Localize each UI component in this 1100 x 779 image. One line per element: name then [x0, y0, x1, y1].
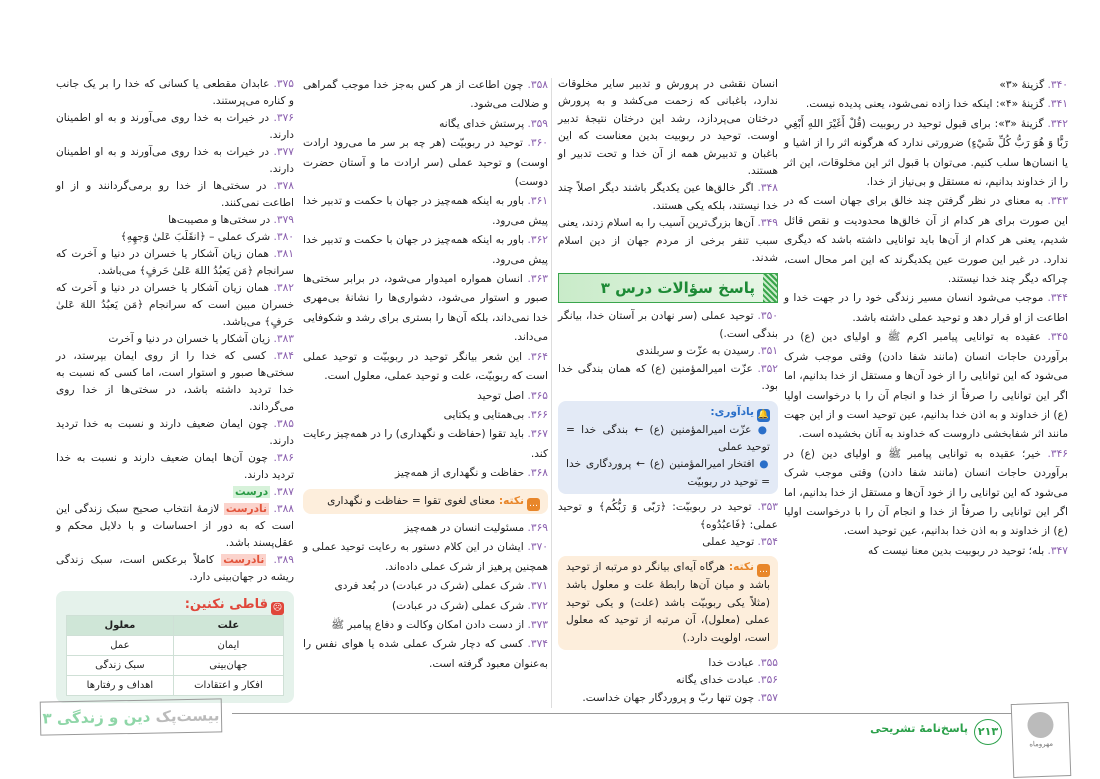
table-row: [67, 636, 284, 656]
answer-number: ۳۵۶.: [754, 674, 778, 687]
answer-number: ۳۶۳.: [522, 273, 548, 286]
book-logo-part: دین و زندگی ۳: [42, 707, 151, 728]
answer-text: همان زیان آشکار یا خسران در دنیا و آخرت که خسران مبین است که سرانجام ﴿مَن یَعبُدُ اللهَ عَلیٰ حَرفٍ﴾ می‌باشد.: [56, 282, 294, 328]
answer-text: رسیدن به عزّت و سربلندی: [636, 345, 755, 358]
note-box: [558, 556, 778, 650]
hatch-decoration-icon: [763, 274, 777, 302]
answer-item: [303, 348, 548, 387]
section-heading-text: پاسخ سؤالات درس ۳: [600, 278, 755, 297]
answer-item: [56, 144, 294, 178]
answer-tag: نادرست: [225, 503, 267, 515]
answer-number: ۳۷۳.: [524, 618, 548, 631]
answer-number: ۳۴۴.: [1043, 292, 1068, 305]
dont-confuse-title-text: قاطی نکنین:: [184, 597, 268, 612]
answer-number: ۳۵۸.: [523, 79, 548, 91]
column-divider: [551, 78, 552, 708]
answer-item: [303, 597, 548, 616]
speech-bubble-icon: …: [759, 565, 769, 576]
column-4: [56, 76, 294, 708]
answer-item: [56, 280, 294, 331]
answer-text: همان زیان آشکار یا خسران در دنیا و آخرت که سرانجام ﴿مَن یَعبُدُ اللهَ عَلیٰ حَرفٍ﴾ می‌باشد.: [56, 248, 294, 277]
answer-number: ۳۴۹.: [754, 217, 778, 230]
cause-effect-table: [66, 615, 284, 696]
answer-number: ۳۵۷.: [754, 691, 778, 704]
answer-item: [303, 425, 548, 464]
answer-item: [558, 672, 778, 689]
answer-item: [784, 95, 1068, 114]
answer-text: عابدان مقطعی یا کسانی که خدا را بر یک جانب و کناره می‌پرستند.: [56, 78, 294, 107]
answer-text: عبادت خدای یگانه: [676, 674, 755, 687]
answer-item: [303, 115, 548, 134]
reminder-title-text: یادآوری:: [710, 405, 754, 418]
table-cell: عمل: [67, 636, 174, 656]
answer-item: [784, 328, 1068, 444]
answer-number: ۳۶۷.: [524, 428, 548, 441]
answer-item: [558, 76, 778, 180]
answer-number: ۳۶۵.: [524, 389, 548, 402]
bullet-icon: ●: [754, 458, 770, 471]
answer-item: [784, 192, 1068, 289]
answer-number: ۳۴۰.: [1044, 79, 1068, 91]
reminder-bullet: [566, 456, 770, 491]
table-header: علت: [173, 616, 283, 636]
answer-number: ۳۵۴.: [754, 535, 778, 548]
answer-tag: درست: [235, 486, 269, 498]
answer-text: باید تقوا (حفاظت و نگهداری) را در همه‌چیز رعایت کند.: [303, 428, 548, 460]
answer-number: ۳۴۸.: [753, 182, 778, 195]
answer-item: [784, 115, 1068, 193]
answer-text: چون ایمان ضعیف دارند و نسبت به خدا تردید دارند.: [56, 418, 294, 447]
note-title: نکته:: [724, 561, 755, 574]
answer-text: حفاظت و نگهداری از همه‌چیز: [394, 467, 525, 480]
answer-item: [303, 519, 548, 538]
answer-text: مسئولیت انسان در همه‌چیز: [404, 521, 525, 534]
answer-number: ۳۷۴.: [523, 638, 548, 651]
answer-item: [56, 348, 294, 416]
answer-text: این شعر بیانگر توحید در ربوبیّت و توحید عملی است که ربوبیّت، علت و توحید عملی، معلول است.: [303, 350, 548, 383]
table-row: [67, 656, 284, 676]
answer-item: [784, 76, 1068, 95]
answer-item: [303, 464, 548, 483]
publisher-emblem-icon: [1027, 712, 1054, 739]
answer-item: [303, 387, 548, 406]
answer-item: [56, 76, 294, 110]
sad-face-icon: ☹: [272, 603, 283, 613]
answer-text: در سختی‌ها و مصیبت‌ها: [168, 214, 271, 226]
bullet-icon: ●: [751, 423, 770, 436]
answer-item: [303, 635, 548, 674]
answer-number: ۳۷۷.: [269, 146, 294, 158]
answer-item: [784, 289, 1068, 328]
reminder-title: [566, 404, 770, 422]
dont-confuse-box: [56, 591, 294, 703]
answer-text: عبادت خدا: [708, 656, 755, 669]
answer-text: توحید عملی (سر نهادن بر آستان خدا، بیانگر بندگی است.): [558, 310, 778, 340]
page-footer: [0, 700, 1100, 779]
answer-text: توحید عملی: [702, 535, 755, 548]
answer-text: لازمهٔ انتخاب صحیح سبک زندگی این است که به دور از احساسات و با دلایل محکم و عقل‌پسند باشد.: [56, 503, 294, 549]
answer-number: ۳۴۶.: [1040, 447, 1068, 460]
answer-item: [558, 499, 778, 534]
reminder-bullet-text: افتخار امیرالمؤمنین (ع) ← پروردگاری خدا = توحید در ربوبیّت: [566, 458, 770, 488]
answer-text: عزّت امیرالمؤمنین (ع) که همان بندگی خدا بود.: [558, 362, 778, 393]
table-cell: افکار و اعتقادات: [173, 676, 283, 696]
answer-number: ۳۴۳.: [1043, 195, 1068, 208]
answer-text: چون تنها ربّ و پروردگار جهان خداست.: [582, 691, 755, 704]
answer-text: پرستش خدای یگانه: [439, 117, 525, 130]
answer-number: ۳۶۸.: [524, 467, 548, 480]
answer-item: [303, 616, 548, 635]
answer-text: موجب می‌شود انسان مسیر زندگی خود را در جهت خدا و اطاعت از او قرار دهد و توحید عملی داشته باشد.: [784, 292, 1068, 324]
publisher-name: مهروماه: [1029, 739, 1054, 749]
answer-number: ۳۶۱.: [524, 195, 548, 208]
answer-item: [56, 229, 294, 246]
answer-item: [303, 270, 548, 348]
answer-text: گزینهٔ «۳»: برای قبول توحید در ربوبیت (قُلْ أَغَيْرَ اللهِ أَبْغِي رَبًّا وَ هُوَ رَبُّ كُلِّ شَيْءٍ) ضرورتی ندارد که هرگونه اثر را از اشیا و یا انسان‌ها سلب کنیم. می‌توان با قبول اثر این مخلوقات، این اثر را از خداوند بدانیم، نه مستقل و بی‌نیاز از خدا.: [784, 117, 1068, 189]
answer-item: [56, 501, 294, 552]
answer-number: ۳۵۱.: [754, 345, 778, 358]
answer-number: ۳۵۵.: [754, 656, 778, 669]
answer-item: [303, 192, 548, 231]
answer-text: اصل توحید: [477, 389, 525, 402]
answer-item: [56, 450, 294, 484]
table-header-row: [67, 616, 284, 636]
answer-number: ۳۷۱.: [524, 580, 548, 593]
answer-text: بی‌همتایی و یکتایی: [443, 408, 525, 421]
answer-text: ایشان در این کلام دستور به رعایت توحید عملی و همچنین پرهیز از شرک عملی داده‌اند.: [303, 541, 548, 573]
answer-number: ۳۶۹.: [524, 521, 548, 534]
answer-item: [56, 178, 294, 212]
reminder-bullet-text: عزّت امیرالمؤمنین (ع) ← بندگی خدا = توحید عملی: [566, 423, 770, 453]
answer-item: [56, 416, 294, 450]
column-1: [784, 76, 1068, 561]
answer-number: ۳۸۹.: [266, 554, 294, 566]
answer-number: ۳۷۸.: [266, 180, 294, 192]
answer-item: [56, 331, 294, 348]
answer-item: [558, 215, 778, 267]
answer-text: چون آن‌ها ایمان ضعیف دارند و نسبت به خدا تردید دارند.: [56, 452, 294, 481]
answer-number: ۳۴۵.: [1041, 331, 1068, 344]
answer-text: انسان نقشی در پرورش و تدبیر سایر مخلوقات ندارد، باغبانی که زحمت می‌کشد و به پرورش درختان می‌پردازد، رشد این درختان نتیجهٔ تدبیر اوست. توحید در ربوبیت بدین معناست که این باغبان و تدبیرش همه از آن خدا و تحت تدبیر او هستند.: [558, 78, 778, 178]
answer-number: ۳۸۷.: [270, 486, 294, 498]
answer-number: ۳۶۴.: [522, 350, 548, 363]
answer-item: [558, 308, 778, 343]
column-2: [558, 76, 778, 707]
answer-item: [56, 212, 294, 229]
answer-item: [558, 361, 778, 396]
answer-number: ۳۴۱.: [1044, 98, 1068, 111]
answer-number: ۳۷۲.: [524, 599, 548, 612]
table-row: [67, 676, 284, 696]
answer-number: ۳۷۰.: [523, 541, 548, 554]
publisher-logo: [1011, 702, 1072, 778]
answer-number: ۳۶۲.: [524, 234, 548, 247]
answer-text: در خیرات به خدا روی می‌آورند و به او اطمینان دارند.: [56, 112, 294, 141]
answer-item: [558, 343, 778, 360]
answer-item: [303, 231, 548, 270]
answer-text: به معنای در نظر گرفتن چند خالق برای جهان است که در این صورت برای هر کدام از آن خالق‌ها محدودیت و نقص قائل شدیم، یعنی هر کدام از آن‌ها باید توانایی داشته باشد که دیگری ندارد. در غیر این صورت عین یکدیگرند که این امر محال است، چراکه دیگر چند خدا نیستند.: [784, 195, 1068, 286]
answer-number: ۳۵۲.: [752, 362, 778, 375]
answer-item: [56, 484, 294, 501]
answer-text: انسان همواره امیدوار می‌شود، در برابر سختی‌ها صبور و استوار می‌شود، دشواری‌ها را نشانهٔ بی‌مهری خدا نمی‌داند، بلکه آن‌ها را بستری برای رشد و شکوفایی می‌داند.: [303, 273, 548, 344]
answer-text: گزینهٔ «۳»: [999, 79, 1045, 91]
table-cell: ایمان: [173, 636, 283, 656]
answer-text: شرک عملی (شرک در عبادت) در بُعد فردی: [334, 580, 525, 593]
answer-item: [303, 577, 548, 596]
answer-number: ۳۸۲.: [268, 282, 294, 294]
answer-text: در سختی‌ها از خدا رو برمی‌گردانند و از او اطاعت نمی‌کنند.: [56, 180, 294, 209]
answer-item: [303, 538, 548, 577]
answer-text: کسی که خدا را از روی ایمان بپرستد، در سختی‌ها صبور و استوار است، اما کسی که نسبت به خدا تردید داشته باشد، در سختی‌ها از خدا روی می‌گرداند.: [56, 350, 294, 413]
answer-number: ۳۷۹.: [270, 214, 294, 226]
reminder-bullet: [566, 422, 770, 457]
table-header: معلول: [67, 616, 174, 636]
table-cell: اهداف و رفتارها: [67, 676, 174, 696]
answer-tag: نادرست: [223, 554, 265, 566]
answer-number: ۳۸۶.: [267, 452, 294, 464]
answer-text: توحید در ربوبیّت: ﴿رَبّی وَ رَبُّکُم﴾ و توحید عملی: ﴿فَاعبُدُوه﴾: [558, 501, 778, 531]
note-title: نکته:: [495, 494, 524, 507]
answer-text: باور به اینکه همه‌چیز در جهان با حکمت و تدبیر خدا پیش می‌رود.: [303, 195, 548, 227]
table-cell: سبک زندگی: [67, 656, 174, 676]
answer-text: گزینهٔ «۴»: اینکه خدا زاده نمی‌شود، یعنی پدیده نیست.: [805, 98, 1045, 111]
answer-text: از دست دادن امکان وکالت و دفاع پیامبر ﷺ: [331, 618, 525, 631]
answer-number: ۳۸۱.: [268, 248, 294, 260]
answer-number: ۳۴۲.: [1043, 117, 1068, 130]
table-cell: جهان‌بینی: [173, 656, 283, 676]
answer-item: [784, 445, 1068, 542]
answer-text: عقیده به توانایی پیامبر اکرم ﷺ و اولیای دین (ع) در برآوردن حاجات انسان (مانند شفا دادن) وقتی موجب شرک می‌شود که این توانایی را از خود آن‌ها و مستقل از خدا بدانیم، اما اگر این توانایی را صرفاً از خدا و انجام آن را با درخواست اولیا (ع) از خداوند و به اذن خدا بدانیم، عین توحید است و از این جهت مانند اثر شفابخشی داروست که خداوند به آنان بخشیده است.: [784, 331, 1068, 441]
page-number: ۲۱۳: [974, 719, 1002, 745]
answer-number: ۳۸۴.: [265, 350, 294, 362]
answer-item: [303, 134, 548, 192]
answer-item: [56, 110, 294, 144]
answer-item: [56, 246, 294, 280]
answer-text: در خیرات به خدا روی می‌آورند و به او اطمینان دارند.: [56, 146, 294, 175]
answer-number: ۳۶۰.: [522, 137, 548, 150]
answer-number: ۳۵۰.: [753, 310, 778, 323]
answer-number: ۳۷۵.: [269, 78, 294, 90]
answer-item: [303, 406, 548, 425]
answer-number: ۳۷۶.: [269, 112, 294, 124]
answer-item: [56, 552, 294, 586]
answer-number: ۳۸۰.: [270, 231, 294, 243]
answer-number: ۳۸۸.: [268, 503, 294, 515]
answer-item: [558, 180, 778, 215]
answer-item: [303, 76, 548, 115]
speech-bubble-icon: …: [529, 498, 538, 509]
answer-text: کاملاً برعکس است، سبک زندگی ریشه در جهان‌بینی دارد.: [56, 554, 294, 583]
answer-text: آن‌ها بزرگ‌ترین آسیب را به اسلام زدند، یعنی سبب تنفر برخی از مردم جهان از دین اسلام شدند.: [558, 217, 778, 265]
answer-text: چون اطاعت از هر کس به‌جز خدا موجب گمراهی و ضلالت می‌شود.: [303, 79, 548, 111]
answer-text: بله؛ توحید در ربوبیت بدین معنا نیست که: [867, 544, 1045, 557]
book-logo-part: بیست‌پک: [155, 706, 220, 726]
book-logo: [40, 698, 223, 735]
answer-item: [558, 655, 778, 672]
answer-number: ۳۵۹.: [524, 117, 548, 130]
answer-text: زیان آشکار یا خسران در دنیا و آخرت: [108, 333, 271, 345]
section-title: پاسخ‌نامهٔ تشریحی: [870, 722, 968, 735]
answer-number: ۳۸۳.: [270, 333, 294, 345]
dont-confuse-title: [66, 596, 284, 615]
answer-item: [558, 534, 778, 551]
answer-text: باور به اینکه همه‌چیز در جهان با حکمت و تدبیر خدا پیش می‌رود.: [303, 234, 548, 266]
reminder-box: [558, 401, 778, 495]
note-text: معنای لغوی تقوا = حفاظت و نگهداری: [327, 494, 496, 507]
answer-number: ۳۶۶.: [524, 408, 548, 421]
answer-item: [784, 542, 1068, 561]
section-heading: [558, 273, 778, 303]
answer-number: ۳۵۳.: [751, 501, 778, 514]
note-text: هرگاه آیه‌ای بیانگر دو مرتبه از توحید باشد و میان آن‌ها رابطهٔ علت و معلول باشد (مثلاً یکی ربوبیّت باشد (علت) و یکی توحید عملی (معلول)، آن مرتبه از توحید که معلول است، اولویت دارد.): [566, 561, 770, 644]
answer-text: توحید در ربوبیّت (هر چه بر سر ما می‌رود ارادت اوست) و توحید عملی (سر ارادت ما و آستان حضرت دوست): [303, 137, 548, 189]
answer-number: ۳۴۷.: [1044, 544, 1068, 557]
answer-text: شرک عملی – ﴿انقَلَبَ عَلیٰ وَجهِهِ﴾: [120, 231, 271, 243]
answer-number: ۳۸۵.: [268, 418, 294, 430]
answer-text: کسی که دچار شرک عملی شده یا هوای نفس را به‌عنوان معبود گرفته است.: [303, 638, 548, 670]
column-3: [303, 76, 548, 674]
bell-icon: 🔔: [757, 409, 770, 420]
answer-text: خیر؛ عقیده به توانایی پیامبر ﷺ و اولیای دین (ع) در برآوردن حاجات انسان (مانند شفا دادن) وقتی موجب شرک می‌شود که این توانایی را از خود آن‌ها و مستقل از خدا بدانیم، اما اگر این توانایی را صرفاً از خدا و انجام آن را با درخواست اولیا (ع) از خداوند و به اذن خدا بدانیم، عین توحید است.: [784, 447, 1068, 538]
note-box: [303, 489, 548, 514]
answer-text: اگر خالق‌ها عین یکدیگر باشند دیگر اصلاً چند خدا نیستند، بلکه یکی هستند.: [558, 182, 778, 212]
footer-rule: [232, 713, 1012, 714]
answer-text: شرک عملی (شرک در عبادت): [391, 599, 525, 612]
